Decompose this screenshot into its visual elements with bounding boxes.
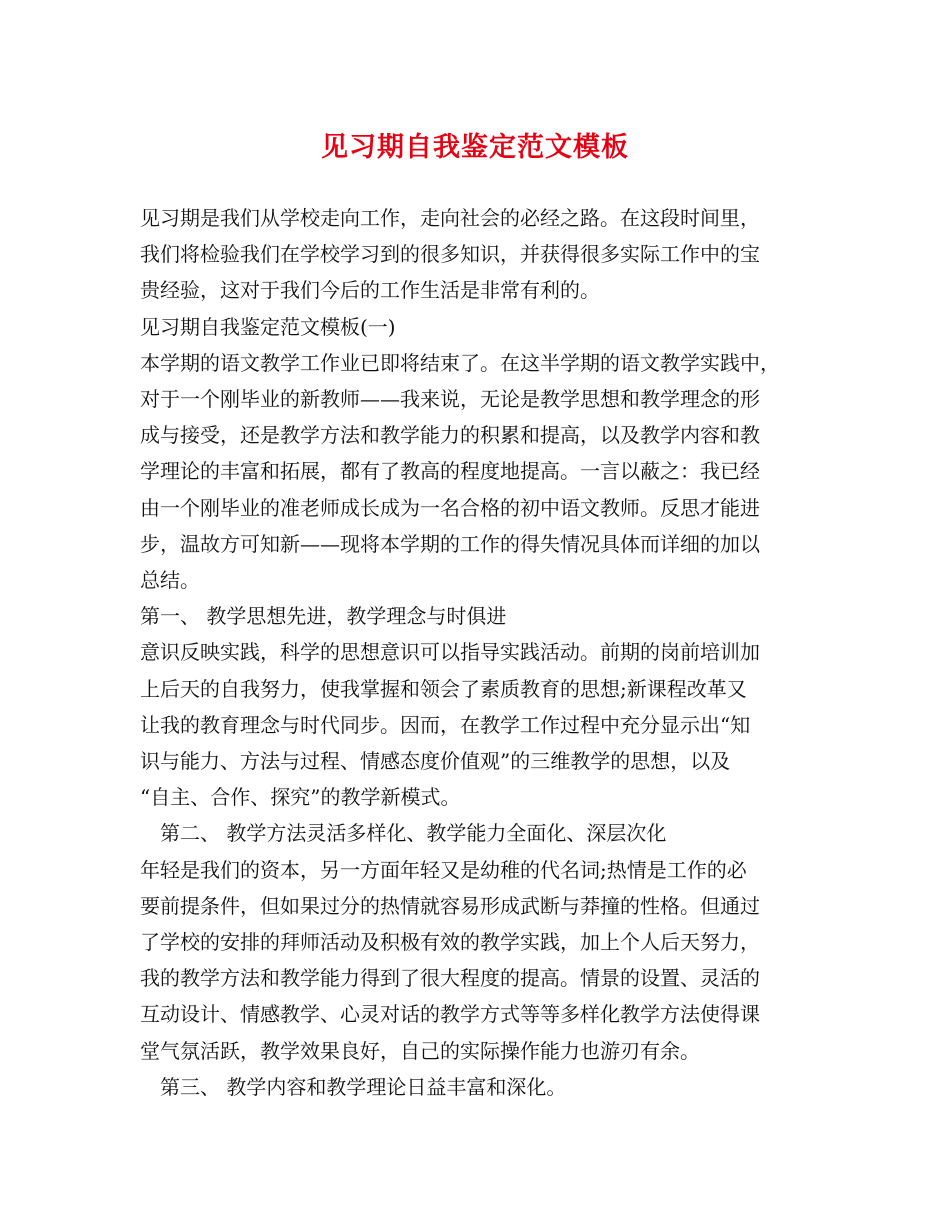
heading-1 [140, 598, 815, 634]
paragraph-line: 由一个刚毕业的准老师成长成为一名合格的初中语文教师。反思才能进 [140, 495, 760, 520]
paragraph-line: 总结。 [140, 568, 200, 593]
intro-line: 贵经验，这对于我们今后的工作生活是非常有利的。 [140, 278, 600, 303]
paragraph-line: 步，温故方可知新——现将本学期的工作的得失情况具体而详细的加以 [140, 531, 760, 556]
paragraph-line: 成与接受，还是教学方法和教学能力的积累和提高，以及教学内容和教 [140, 423, 760, 448]
heading-2 [140, 815, 815, 851]
heading-text: 第三、 教学内容和教学理论日益丰富和深化。 [160, 1074, 567, 1099]
paragraph-line: 本学期的语文教学工作业已即将结束了。在这半学期的语文教学实践中， [140, 350, 780, 375]
paragraph-line: 识与能力、方法与过程、情感态度价值观”的三维教学的思想，以及 [140, 749, 731, 774]
paragraph-3 [140, 852, 815, 1069]
paragraph-2 [140, 634, 815, 815]
document-title: 见习期自我鉴定范文模板 [321, 132, 629, 163]
section-heading [140, 309, 815, 345]
paragraph-line: “自主、合作、探究”的教学新模式。 [140, 785, 461, 810]
heading-text: 第二、 教学方法灵活多样化、教学能力全面化、深层次化 [160, 821, 667, 846]
paragraph-line: 学理论的丰富和拓展，都有了教高的程度地提高。一言以蔽之：我已经 [140, 459, 760, 484]
paragraph-line: 了学校的安排的拜师活动及积极有效的教学实践，加上个人后天努力， [140, 930, 760, 955]
paragraph-line: 上后天的自我努力，使我掌握和领会了素质教育的思想;新课程改革又 [140, 676, 747, 701]
heading-3 [140, 1069, 815, 1105]
paragraph-line: 堂气氛活跃，教学效果良好，自己的实际操作能力也游刃有余。 [140, 1038, 700, 1063]
intro-line: 见习期是我们从学校走向工作，走向社会的必经之路。在这段时间里， [140, 206, 760, 230]
section-heading-text: 见习期自我鉴定范文模板(一) [140, 314, 396, 339]
document-body [140, 200, 815, 1105]
heading-text: 第一、 教学思想先进，教学理念与时俱进 [140, 604, 507, 629]
paragraph-line: 意识反映实践，科学的思想意识可以指导实践活动。前期的岗前培训加 [140, 640, 760, 665]
paragraph-line: 要前提条件，但如果过分的热情就容易形成武断与莽撞的性格。但通过 [140, 893, 760, 918]
paragraph-line: 我的教学方法和教学能力得到了很大程度的提高。情景的设置、灵活的 [140, 966, 760, 991]
intro-paragraph [140, 200, 815, 309]
paragraph-line: 对于一个刚毕业的新教师——我来说，无论是教学思想和教学理念的形 [140, 387, 760, 412]
paragraph-line: 让我的教育理念与时代同步。因而，在教学工作过程中充分显示出“知 [140, 712, 751, 737]
intro-line: 我们将检验我们在学校学习到的很多知识，并获得很多实际工作中的宝 [140, 242, 760, 267]
paragraph-1 [140, 345, 815, 598]
paragraph-line: 年轻是我们的资本，另一方面年轻又是幼稚的代名词;热情是工作的必 [140, 857, 747, 882]
paragraph-line: 互动设计、情感教学、心灵对话的教学方式等等多样化教学方法使得课 [140, 1002, 760, 1027]
